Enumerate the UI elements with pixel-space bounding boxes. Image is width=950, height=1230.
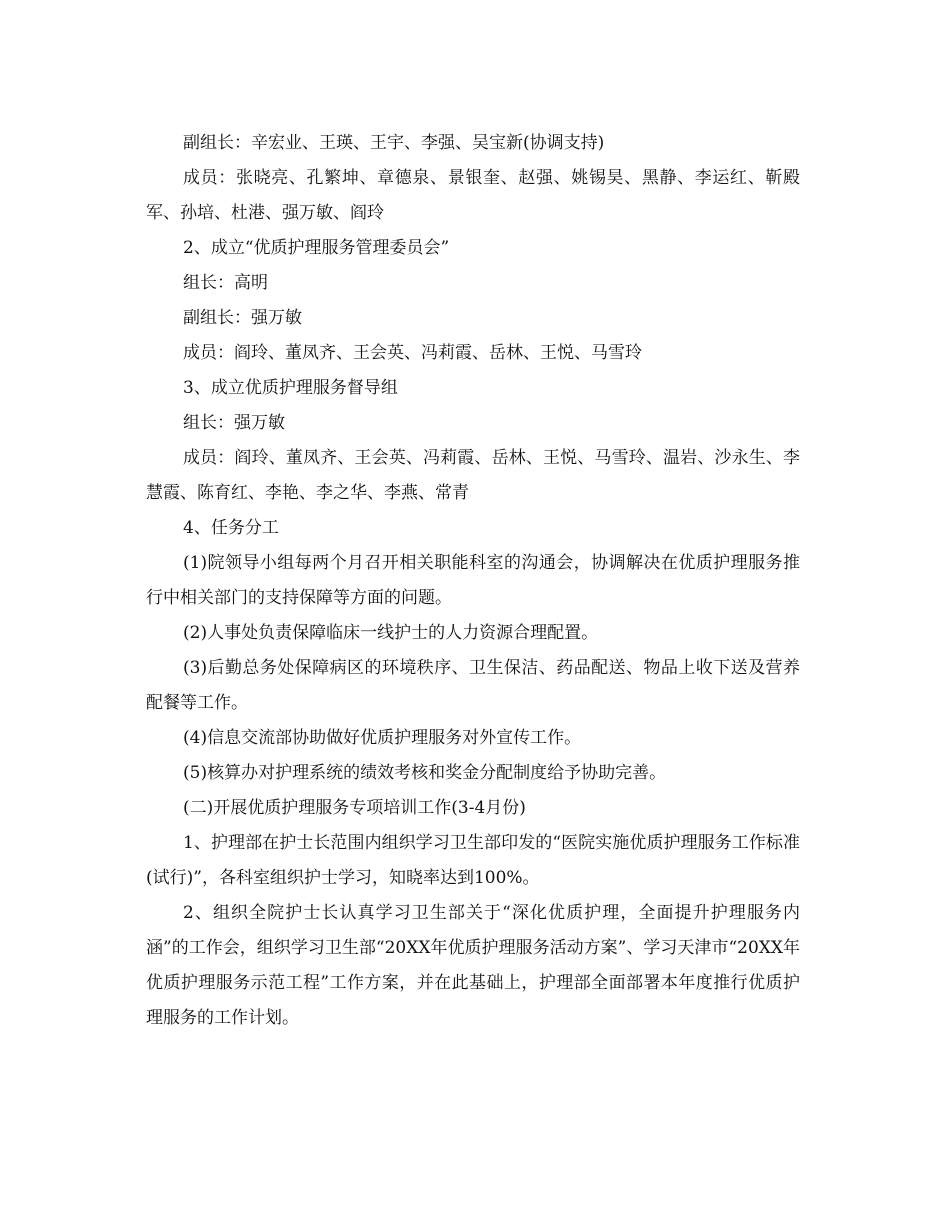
paragraph-task-heading: 4、任务分工 bbox=[183, 518, 279, 538]
paragraph-committee-members: 成员：阎玲、董凤齐、王会英、冯莉霞、岳林、王悦、马雪玲 bbox=[183, 343, 642, 363]
paragraph-supervision-leader: 组长：强万敏 bbox=[183, 413, 285, 433]
paragraph-training-2: 2、组织全院护士长认真学习卫生部关于“深化优质护理，全面提升护理服务内涵”的工作会，组织学习卫生部“20XX年优质护理服务活动方案”、学习天津市“20XX年优质护理服务示范工程”工作方案，并在此基础上，护理部全面部署本年度推行优质护理服务的工作计划。 bbox=[146, 903, 800, 1028]
paragraph-committee-deputy: 副组长：强万敏 bbox=[183, 308, 302, 328]
paragraph-supervision-members: 成员：阎玲、董凤齐、王会英、冯莉霞、岳林、王悦、马雪玲、温岩、沙永生、李慧霞、陈育红、李艳、李之华、李燕、常青 bbox=[146, 448, 800, 503]
paragraph-committee-leader: 组长：高明 bbox=[183, 273, 268, 293]
paragraph-section-training: (二)开展优质护理服务专项培训工作(3-4月份) bbox=[183, 798, 526, 818]
paragraph-task-2: (2)人事处负责保障临床一线护士的人力资源合理配置。 bbox=[183, 623, 599, 643]
paragraph-training-1: 1、护理部在护士长范围内组织学习卫生部印发的“医院实施优质护理服务工作标准(试行)”，各科室组织护士学习，知晓率达到100%。 bbox=[146, 833, 800, 888]
paragraph-deputy-leaders: 副组长：辛宏业、王瑛、王宇、李强、吴宝新(协调支持) bbox=[183, 133, 605, 153]
paragraph-supervision-heading: 3、成立优质护理服务督导组 bbox=[183, 378, 398, 398]
paragraph-task-1: (1)院领导小组每两个月召开相关职能科室的沟通会，协调解决在优质护理服务推行中相关部门的支持保障等方面的问题。 bbox=[146, 553, 800, 608]
paragraph-task-4: (4)信息交流部协助做好优质护理服务对外宣传工作。 bbox=[183, 728, 582, 748]
paragraph-members-1: 成员：张晓亮、孔繁坤、章德泉、景银奎、赵强、姚锡昊、黑静、李运红、靳殿军、孙培、杜港、强万敏、阎玲 bbox=[146, 168, 800, 223]
document-body bbox=[146, 126, 800, 1036]
paragraph-task-5: (5)核算办对护理系统的绩效考核和奖金分配制度给予协助完善。 bbox=[183, 763, 667, 783]
paragraph-task-3: (3)后勤总务处保障病区的环境秩序、卫生保洁、药品配送、物品上收下送及营养配餐等工作。 bbox=[146, 658, 800, 713]
paragraph-committee-heading: 2、成立“优质护理服务管理委员会” bbox=[183, 238, 450, 258]
